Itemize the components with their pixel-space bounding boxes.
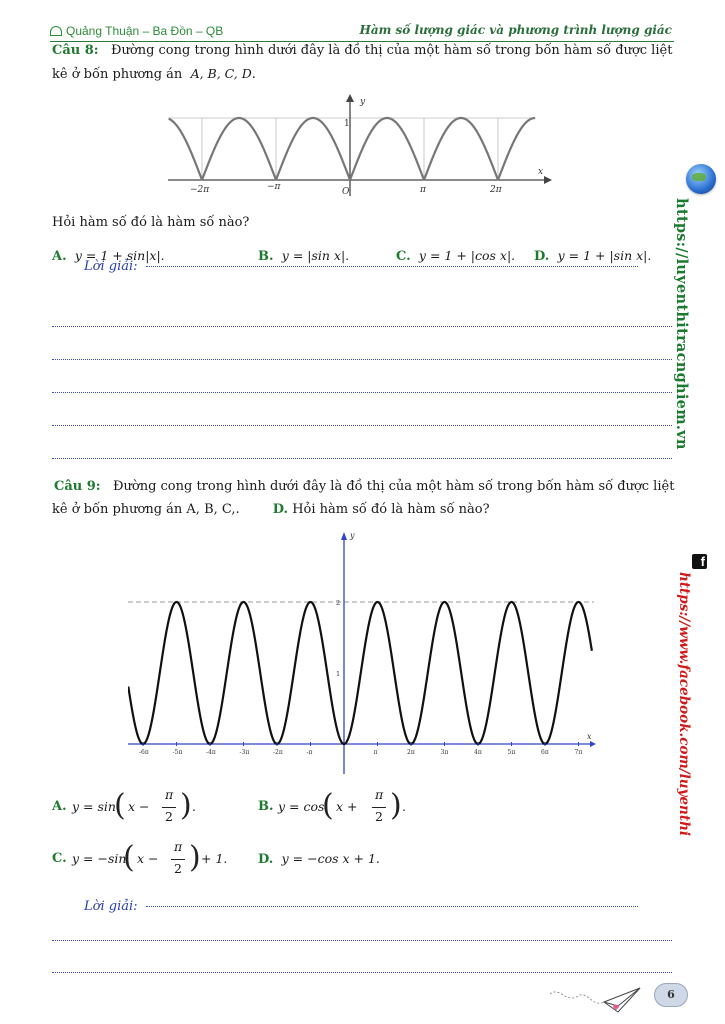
sidebar-facebook[interactable]: [676, 572, 714, 837]
q9-option-a[interactable]: [52, 786, 252, 830]
q9-answer-line[interactable]: [52, 972, 672, 973]
q8-answer-line[interactable]: [52, 425, 672, 426]
q8-option-a-expr: y = 1 + sin|x|.: [74, 248, 165, 263]
q9-text-line2: [52, 499, 677, 521]
q9-option-a-num: π: [165, 787, 174, 802]
q8-answer-line[interactable]: [52, 392, 672, 393]
q9-answer-line[interactable]: [146, 906, 638, 907]
q8-x-label: x: [538, 167, 544, 177]
q8-y-label: y: [360, 97, 366, 107]
q9-x-tick: 5π: [507, 749, 516, 756]
q9-x-tick: 4π: [474, 749, 482, 756]
q9-option-b-lparen: (: [322, 788, 334, 823]
q9-y-arrow: [341, 532, 347, 540]
q9-option-b-func: y = cos: [278, 799, 325, 814]
q9-x-tick: 6π: [541, 749, 549, 756]
q8-option-b-expr: y = |sin x|.: [281, 248, 350, 263]
q9-option-b-inner: x +: [336, 799, 358, 814]
q9-option-a-post: .: [192, 799, 196, 814]
q9-option-c-label: C.: [52, 851, 67, 866]
q9-x-tick: -4π: [206, 749, 216, 756]
header-title: Hàm số lượng giác và phương trình lượng giác: [359, 23, 672, 37]
facebook-icon: f: [692, 554, 707, 569]
q9-x-tick: -π: [306, 749, 313, 756]
q9-option-c-post: + 1.: [201, 851, 228, 866]
sidebar-website-text[interactable]: https://luyenthitracnghiem.vn: [673, 198, 690, 450]
q8-curve: [169, 118, 535, 179]
globe-icon: [686, 164, 716, 194]
q9-option-d-expr: y = −cos x + 1.: [281, 851, 380, 866]
q9-option-c-den: 2: [174, 861, 182, 876]
q9-option-a-den: 2: [165, 809, 173, 824]
q9-option-c[interactable]: [52, 838, 252, 882]
q8-option-c-expr: y = 1 + |cos x|.: [418, 248, 516, 263]
q8-answer-line[interactable]: [52, 458, 672, 459]
sidebar-website[interactable]: [673, 198, 712, 450]
q8-line2: kê ở bốn phương án: [52, 67, 183, 82]
page-header: [50, 22, 674, 42]
q8-x-tick: 2π: [490, 185, 502, 195]
q9-curve: [128, 602, 592, 744]
q8-x-tick: π: [420, 185, 426, 195]
q8-option-a-label: A.: [52, 249, 67, 264]
q8-option-d-expr: y = 1 + |sin x|.: [557, 248, 652, 263]
q9-x-label: x: [587, 732, 592, 741]
q8-x-tick: −2π: [190, 185, 210, 195]
q9-option-c-rparen: ): [189, 840, 201, 875]
q9-graph: [128, 528, 598, 778]
q9-option-b-post: .: [402, 799, 406, 814]
q8-question: Hỏi hàm số đó là hàm số nào?: [52, 215, 250, 230]
q9-option-a-label: A.: [52, 799, 67, 814]
q8-option-d-label: D.: [534, 249, 550, 264]
q9-x-tick: π: [373, 749, 378, 756]
q8-graph: [168, 94, 552, 202]
q9-option-c-func: y = −sin: [72, 851, 127, 866]
q9-x-tick: -3π: [239, 749, 250, 756]
q9-x-tick: 7π: [574, 749, 583, 756]
q9-line2-end: Hỏi hàm số đó là hàm số nào?: [292, 502, 490, 517]
q9-y-label: y: [350, 531, 355, 540]
q9-label: Câu 9:: [54, 479, 101, 494]
q9-solution-label: Lời giải:: [84, 899, 138, 914]
q8-answer-line[interactable]: [52, 359, 672, 360]
q9-x-tick: -5π: [172, 749, 183, 756]
q8-answer-line[interactable]: [52, 326, 672, 327]
q9-line2-d: D.: [272, 502, 289, 517]
q8-text-line1: [52, 40, 677, 62]
q9-x-tick: -2π: [273, 749, 283, 756]
q9-option-c-lparen: (: [123, 840, 135, 875]
q8-solution-label: Lời giải:: [84, 259, 138, 274]
q8-option-b-label: B.: [258, 249, 274, 264]
q9-option-d[interactable]: [258, 848, 380, 871]
q9-option-d-label: D.: [258, 852, 274, 867]
paper-plane-icon: [548, 982, 644, 1018]
q9-option-b-rparen: ): [390, 788, 402, 823]
q8-grid: [168, 118, 536, 180]
q8-line2-math: A, B, C, D: [190, 66, 252, 81]
q9-y-tick: 2: [336, 599, 341, 607]
sidebar-facebook-text[interactable]: https://www.facebook.com/luyenthi: [676, 572, 692, 837]
q8-option-d[interactable]: [534, 245, 651, 268]
q9-option-b-num: π: [375, 787, 384, 802]
q9-x-arrow: [590, 741, 596, 747]
q8-answer-line[interactable]: [146, 266, 638, 267]
q8-x-tick: O: [342, 187, 350, 197]
q9-x-tick: 3π: [440, 749, 449, 756]
q8-option-b[interactable]: [258, 245, 349, 268]
q9-option-a-inner: x −: [128, 799, 150, 814]
q9-option-b-den: 2: [375, 809, 383, 824]
q9-line1: Đường cong trong hình dưới đây là đồ thị của một hàm số trong bốn hàm số được liệt: [113, 479, 675, 494]
q8-y-arrow: [346, 94, 354, 102]
q8-x-arrow: [544, 176, 552, 184]
q9-option-b-label: B.: [258, 799, 274, 814]
q9-option-a-lparen: (: [114, 788, 126, 823]
q8-line1: Đường cong trong hình dưới đây là đồ thị của một hàm số trong bốn hàm số được liệt: [111, 43, 673, 58]
q9-option-c-num: π: [174, 839, 183, 854]
q9-y-tick: 1: [336, 670, 341, 678]
page-number: 6: [654, 983, 688, 1007]
q9-option-c-inner: x −: [137, 851, 159, 866]
q9-answer-line[interactable]: [52, 940, 672, 941]
q8-label: Câu 8:: [52, 43, 99, 58]
q9-option-a-func: y = sin: [72, 799, 116, 814]
q9-text-line1: [54, 476, 679, 498]
header-left: [50, 24, 223, 38]
q8-line2-end: .: [251, 67, 256, 82]
q9-x-tick: -6π: [139, 749, 149, 756]
q8-option-c-label: C.: [396, 249, 411, 264]
q9-x-tick: 2π: [407, 749, 415, 756]
q8-y-tick: 1: [344, 119, 350, 129]
header-left-text: Quảng Thuận – Ba Đồn – QB: [66, 24, 224, 38]
q9-line2: kê ở bốn phương án A, B, C,.: [52, 502, 240, 517]
q8-x-tick: −π: [267, 182, 281, 192]
q9-option-b[interactable]: [258, 786, 458, 830]
q9-option-a-rparen: ): [180, 788, 192, 823]
school-logo-icon: [50, 26, 62, 36]
q8-option-c[interactable]: [396, 245, 515, 268]
q8-text-line2: [52, 63, 677, 86]
